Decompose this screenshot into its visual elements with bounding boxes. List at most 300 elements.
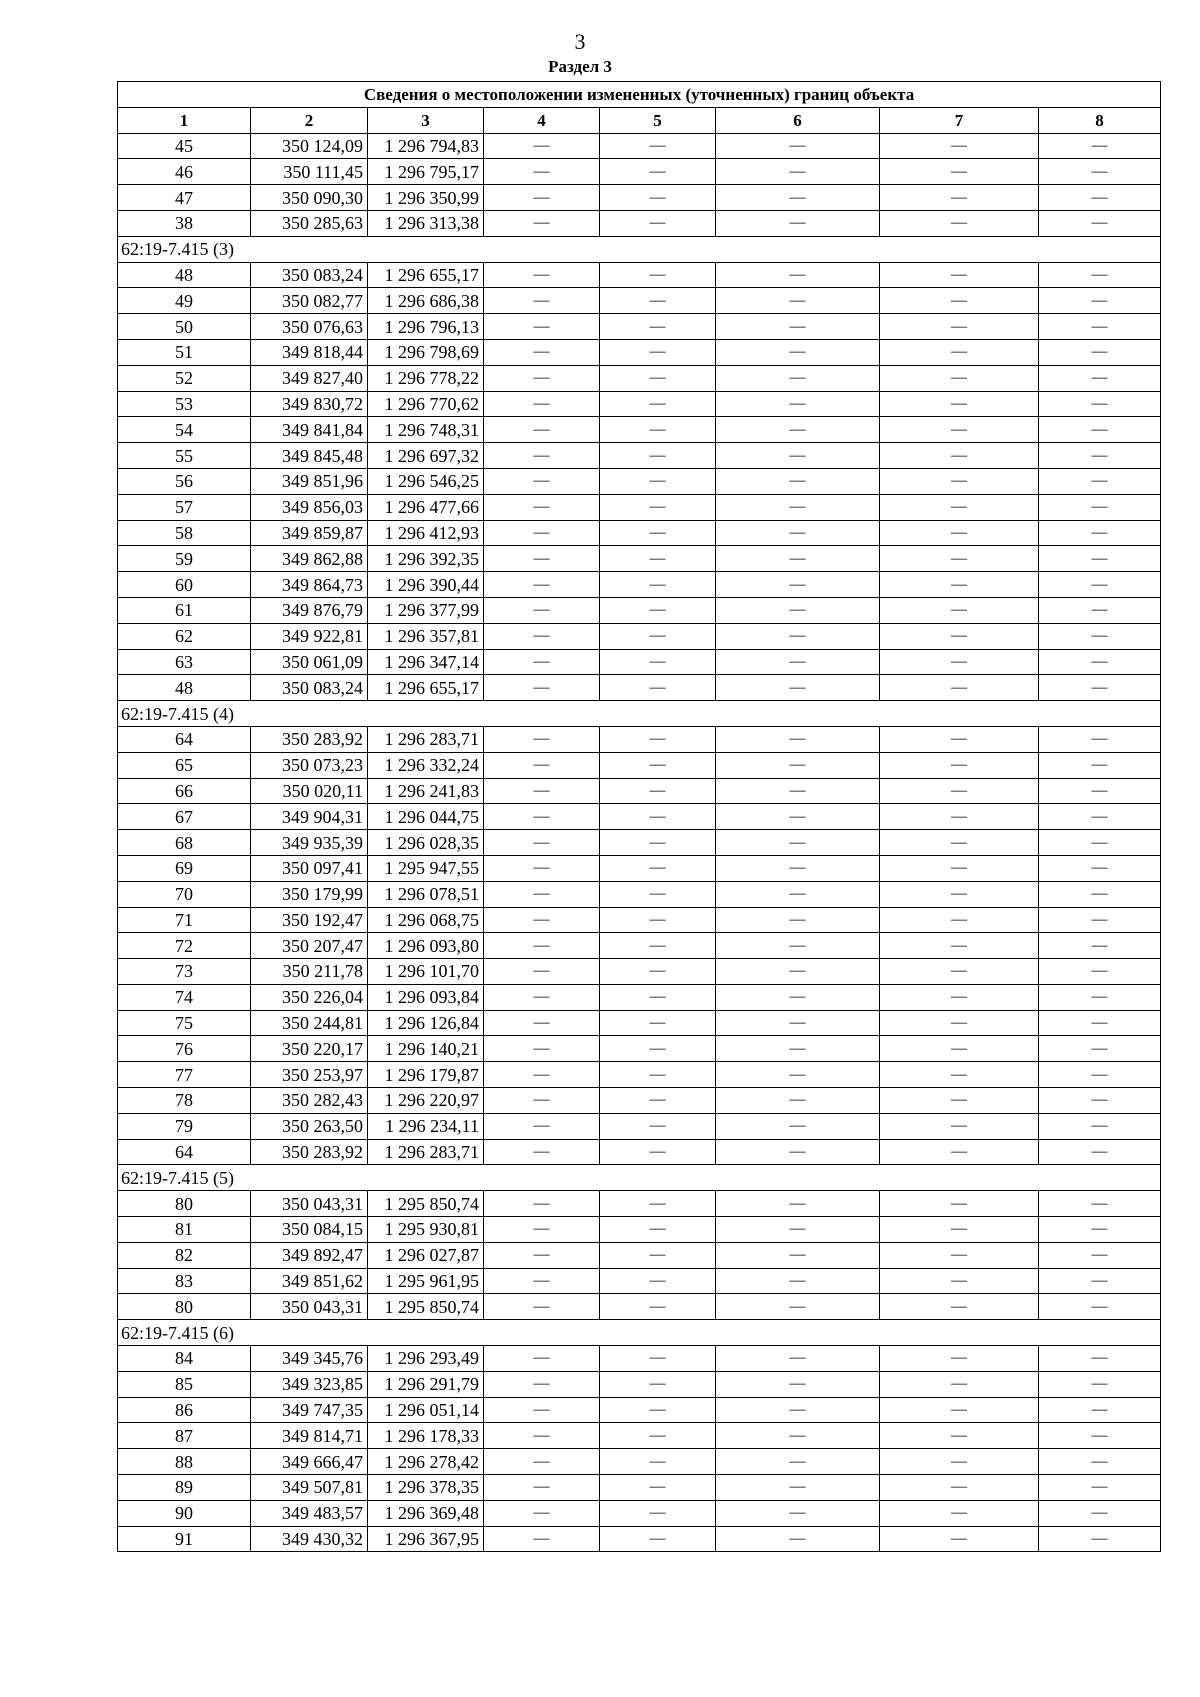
empty-value-cell: — bbox=[600, 984, 716, 1010]
empty-value-cell: — bbox=[880, 288, 1039, 314]
x-coordinate-cell: 350 043,31 bbox=[251, 1294, 368, 1320]
x-coordinate-cell: 349 935,39 bbox=[251, 830, 368, 856]
empty-value-cell: — bbox=[484, 1475, 600, 1501]
empty-value-cell: — bbox=[716, 185, 880, 211]
point-number-cell: 91 bbox=[118, 1526, 251, 1552]
point-number-cell: 58 bbox=[118, 520, 251, 546]
empty-value-cell: — bbox=[1039, 1268, 1161, 1294]
y-coordinate-cell: 1 296 101,70 bbox=[368, 959, 484, 985]
empty-value-cell: — bbox=[484, 210, 600, 236]
table-row bbox=[118, 984, 1161, 1010]
empty-value-cell: — bbox=[484, 133, 600, 159]
empty-value-cell: — bbox=[1039, 804, 1161, 830]
empty-value-cell: — bbox=[484, 597, 600, 623]
empty-value-cell: — bbox=[1039, 1062, 1161, 1088]
column-header: 8 bbox=[1039, 107, 1161, 133]
empty-value-cell: — bbox=[1039, 1242, 1161, 1268]
empty-value-cell: — bbox=[716, 1088, 880, 1114]
empty-value-cell: — bbox=[484, 959, 600, 985]
empty-value-cell: — bbox=[484, 417, 600, 443]
empty-value-cell: — bbox=[1039, 159, 1161, 185]
empty-value-cell: — bbox=[716, 288, 880, 314]
empty-value-cell: — bbox=[716, 1010, 880, 1036]
empty-value-cell: — bbox=[880, 1036, 1039, 1062]
y-coordinate-cell: 1 296 686,38 bbox=[368, 288, 484, 314]
table-row bbox=[118, 572, 1161, 598]
empty-value-cell: — bbox=[600, 210, 716, 236]
y-coordinate-cell: 1 296 278,42 bbox=[368, 1449, 484, 1475]
empty-value-cell: — bbox=[484, 391, 600, 417]
y-coordinate-cell: 1 296 770,62 bbox=[368, 391, 484, 417]
table-row bbox=[118, 778, 1161, 804]
empty-value-cell: — bbox=[880, 959, 1039, 985]
point-number-cell: 82 bbox=[118, 1242, 251, 1268]
empty-value-cell: — bbox=[716, 1268, 880, 1294]
empty-value-cell: — bbox=[1039, 1036, 1161, 1062]
empty-value-cell: — bbox=[484, 1191, 600, 1217]
empty-value-cell: — bbox=[880, 726, 1039, 752]
table-row bbox=[118, 159, 1161, 185]
point-number-cell: 62 bbox=[118, 623, 251, 649]
empty-value-cell: — bbox=[600, 572, 716, 598]
empty-value-cell: — bbox=[1039, 1423, 1161, 1449]
empty-value-cell: — bbox=[716, 830, 880, 856]
point-number-cell: 61 bbox=[118, 597, 251, 623]
empty-value-cell: — bbox=[600, 443, 716, 469]
empty-value-cell: — bbox=[880, 1242, 1039, 1268]
point-number-cell: 52 bbox=[118, 365, 251, 391]
empty-value-cell: — bbox=[600, 959, 716, 985]
column-header: 3 bbox=[368, 107, 484, 133]
table-row bbox=[118, 468, 1161, 494]
empty-value-cell: — bbox=[600, 417, 716, 443]
empty-value-cell: — bbox=[484, 443, 600, 469]
empty-value-cell: — bbox=[880, 752, 1039, 778]
group-row bbox=[118, 1165, 1161, 1191]
point-number-cell: 73 bbox=[118, 959, 251, 985]
table-row bbox=[118, 907, 1161, 933]
empty-value-cell: — bbox=[1039, 391, 1161, 417]
x-coordinate-cell: 350 090,30 bbox=[251, 185, 368, 211]
point-number-cell: 38 bbox=[118, 210, 251, 236]
empty-value-cell: — bbox=[484, 1113, 600, 1139]
table-row bbox=[118, 597, 1161, 623]
empty-value-cell: — bbox=[484, 623, 600, 649]
empty-value-cell: — bbox=[880, 185, 1039, 211]
y-coordinate-cell: 1 296 390,44 bbox=[368, 572, 484, 598]
empty-value-cell: — bbox=[880, 262, 1039, 288]
empty-value-cell: — bbox=[484, 494, 600, 520]
empty-value-cell: — bbox=[716, 365, 880, 391]
y-coordinate-cell: 1 296 697,32 bbox=[368, 443, 484, 469]
group-label: 62:19-7.415 (4) bbox=[118, 701, 1161, 727]
empty-value-cell: — bbox=[600, 391, 716, 417]
table-row bbox=[118, 804, 1161, 830]
empty-value-cell: — bbox=[600, 314, 716, 340]
empty-value-cell: — bbox=[716, 881, 880, 907]
point-number-cell: 59 bbox=[118, 546, 251, 572]
empty-value-cell: — bbox=[716, 1397, 880, 1423]
empty-value-cell: — bbox=[716, 1423, 880, 1449]
empty-value-cell: — bbox=[600, 1062, 716, 1088]
table-row bbox=[118, 1423, 1161, 1449]
y-coordinate-cell: 1 296 241,83 bbox=[368, 778, 484, 804]
empty-value-cell: — bbox=[484, 159, 600, 185]
empty-value-cell: — bbox=[880, 546, 1039, 572]
y-coordinate-cell: 1 296 093,80 bbox=[368, 933, 484, 959]
section-title: Раздел 3 bbox=[548, 57, 612, 76]
point-number-cell: 60 bbox=[118, 572, 251, 598]
empty-value-cell: — bbox=[484, 1062, 600, 1088]
y-coordinate-cell: 1 296 220,97 bbox=[368, 1088, 484, 1114]
empty-value-cell: — bbox=[880, 1500, 1039, 1526]
empty-value-cell: — bbox=[600, 1113, 716, 1139]
y-coordinate-cell: 1 296 347,14 bbox=[368, 649, 484, 675]
x-coordinate-cell: 350 076,63 bbox=[251, 314, 368, 340]
empty-value-cell: — bbox=[880, 520, 1039, 546]
empty-value-cell: — bbox=[484, 1242, 600, 1268]
y-coordinate-cell: 1 296 794,83 bbox=[368, 133, 484, 159]
x-coordinate-cell: 350 111,45 bbox=[251, 159, 368, 185]
table-row bbox=[118, 1062, 1161, 1088]
empty-value-cell: — bbox=[716, 1036, 880, 1062]
point-number-cell: 50 bbox=[118, 314, 251, 340]
empty-value-cell: — bbox=[716, 649, 880, 675]
empty-value-cell: — bbox=[716, 494, 880, 520]
point-number-cell: 48 bbox=[118, 675, 251, 701]
empty-value-cell: — bbox=[880, 1268, 1039, 1294]
table-row bbox=[118, 933, 1161, 959]
empty-value-cell: — bbox=[716, 159, 880, 185]
empty-value-cell: — bbox=[880, 365, 1039, 391]
y-coordinate-cell: 1 296 140,21 bbox=[368, 1036, 484, 1062]
y-coordinate-cell: 1 296 655,17 bbox=[368, 262, 484, 288]
table-row bbox=[118, 1139, 1161, 1165]
empty-value-cell: — bbox=[716, 907, 880, 933]
x-coordinate-cell: 349 507,81 bbox=[251, 1475, 368, 1501]
empty-value-cell: — bbox=[1039, 1371, 1161, 1397]
empty-value-cell: — bbox=[600, 830, 716, 856]
empty-value-cell: — bbox=[1039, 1346, 1161, 1372]
empty-value-cell: — bbox=[716, 1217, 880, 1243]
empty-value-cell: — bbox=[484, 572, 600, 598]
empty-value-cell: — bbox=[600, 597, 716, 623]
point-number-cell: 70 bbox=[118, 881, 251, 907]
point-number-cell: 72 bbox=[118, 933, 251, 959]
table-row bbox=[118, 133, 1161, 159]
empty-value-cell: — bbox=[716, 675, 880, 701]
empty-value-cell: — bbox=[600, 804, 716, 830]
empty-value-cell: — bbox=[1039, 339, 1161, 365]
y-coordinate-cell: 1 296 178,33 bbox=[368, 1423, 484, 1449]
x-coordinate-cell: 350 124,09 bbox=[251, 133, 368, 159]
table-row bbox=[118, 546, 1161, 572]
x-coordinate-cell: 349 856,03 bbox=[251, 494, 368, 520]
empty-value-cell: — bbox=[600, 1475, 716, 1501]
empty-value-cell: — bbox=[880, 1294, 1039, 1320]
point-number-cell: 74 bbox=[118, 984, 251, 1010]
empty-value-cell: — bbox=[880, 1191, 1039, 1217]
empty-value-cell: — bbox=[484, 262, 600, 288]
x-coordinate-cell: 349 747,35 bbox=[251, 1397, 368, 1423]
empty-value-cell: — bbox=[484, 855, 600, 881]
y-coordinate-cell: 1 296 795,17 bbox=[368, 159, 484, 185]
empty-value-cell: — bbox=[716, 804, 880, 830]
empty-value-cell: — bbox=[600, 159, 716, 185]
empty-value-cell: — bbox=[716, 726, 880, 752]
empty-value-cell: — bbox=[600, 1526, 716, 1552]
point-number-cell: 53 bbox=[118, 391, 251, 417]
empty-value-cell: — bbox=[1039, 1217, 1161, 1243]
x-coordinate-cell: 350 253,97 bbox=[251, 1062, 368, 1088]
empty-value-cell: — bbox=[600, 675, 716, 701]
empty-value-cell: — bbox=[484, 830, 600, 856]
empty-value-cell: — bbox=[1039, 288, 1161, 314]
empty-value-cell: — bbox=[484, 933, 600, 959]
empty-value-cell: — bbox=[716, 520, 880, 546]
x-coordinate-cell: 349 851,96 bbox=[251, 468, 368, 494]
empty-value-cell: — bbox=[880, 417, 1039, 443]
table-row bbox=[118, 520, 1161, 546]
table-row bbox=[118, 1268, 1161, 1294]
point-number-cell: 75 bbox=[118, 1010, 251, 1036]
table-row bbox=[118, 1397, 1161, 1423]
empty-value-cell: — bbox=[600, 623, 716, 649]
empty-value-cell: — bbox=[716, 210, 880, 236]
group-label: 62:19-7.415 (3) bbox=[118, 236, 1161, 262]
empty-value-cell: — bbox=[716, 417, 880, 443]
empty-value-cell: — bbox=[716, 339, 880, 365]
table-row bbox=[118, 339, 1161, 365]
x-coordinate-cell: 350 179,99 bbox=[251, 881, 368, 907]
empty-value-cell: — bbox=[880, 159, 1039, 185]
empty-value-cell: — bbox=[600, 1346, 716, 1372]
empty-value-cell: — bbox=[600, 933, 716, 959]
point-number-cell: 88 bbox=[118, 1449, 251, 1475]
table-row bbox=[118, 881, 1161, 907]
empty-value-cell: — bbox=[600, 546, 716, 572]
point-number-cell: 67 bbox=[118, 804, 251, 830]
group-row bbox=[118, 701, 1161, 727]
empty-value-cell: — bbox=[716, 391, 880, 417]
x-coordinate-cell: 349 827,40 bbox=[251, 365, 368, 391]
x-coordinate-cell: 350 211,78 bbox=[251, 959, 368, 985]
empty-value-cell: — bbox=[880, 1449, 1039, 1475]
empty-value-cell: — bbox=[1039, 1010, 1161, 1036]
empty-value-cell: — bbox=[484, 1268, 600, 1294]
empty-value-cell: — bbox=[600, 1088, 716, 1114]
empty-value-cell: — bbox=[600, 1268, 716, 1294]
y-coordinate-cell: 1 296 332,24 bbox=[368, 752, 484, 778]
x-coordinate-cell: 350 084,15 bbox=[251, 1217, 368, 1243]
point-number-cell: 78 bbox=[118, 1088, 251, 1114]
x-coordinate-cell: 350 207,47 bbox=[251, 933, 368, 959]
point-number-cell: 80 bbox=[118, 1191, 251, 1217]
y-coordinate-cell: 1 296 068,75 bbox=[368, 907, 484, 933]
empty-value-cell: — bbox=[716, 984, 880, 1010]
empty-value-cell: — bbox=[880, 1139, 1039, 1165]
empty-value-cell: — bbox=[484, 1294, 600, 1320]
empty-value-cell: — bbox=[484, 1500, 600, 1526]
point-number-cell: 81 bbox=[118, 1217, 251, 1243]
point-number-cell: 45 bbox=[118, 133, 251, 159]
y-coordinate-cell: 1 295 947,55 bbox=[368, 855, 484, 881]
empty-value-cell: — bbox=[600, 1397, 716, 1423]
empty-value-cell: — bbox=[484, 1217, 600, 1243]
empty-value-cell: — bbox=[716, 1500, 880, 1526]
empty-value-cell: — bbox=[600, 1139, 716, 1165]
empty-value-cell: — bbox=[880, 933, 1039, 959]
empty-value-cell: — bbox=[1039, 185, 1161, 211]
empty-value-cell: — bbox=[600, 133, 716, 159]
y-coordinate-cell: 1 296 798,69 bbox=[368, 339, 484, 365]
empty-value-cell: — bbox=[1039, 494, 1161, 520]
empty-value-cell: — bbox=[880, 1423, 1039, 1449]
table-row bbox=[118, 314, 1161, 340]
x-coordinate-cell: 350 082,77 bbox=[251, 288, 368, 314]
empty-value-cell: — bbox=[600, 855, 716, 881]
empty-value-cell: — bbox=[484, 752, 600, 778]
empty-value-cell: — bbox=[600, 778, 716, 804]
empty-value-cell: — bbox=[484, 1346, 600, 1372]
empty-value-cell: — bbox=[600, 1449, 716, 1475]
table-row bbox=[118, 1371, 1161, 1397]
group-label: 62:19-7.415 (6) bbox=[118, 1320, 1161, 1346]
table-caption: Сведения о местоположении измененных (уточненных) границ объекта bbox=[118, 82, 1161, 108]
group-row bbox=[118, 236, 1161, 262]
empty-value-cell: — bbox=[1039, 778, 1161, 804]
empty-value-cell: — bbox=[716, 314, 880, 340]
empty-value-cell: — bbox=[880, 494, 1039, 520]
empty-value-cell: — bbox=[1039, 830, 1161, 856]
empty-value-cell: — bbox=[600, 1217, 716, 1243]
y-coordinate-cell: 1 296 778,22 bbox=[368, 365, 484, 391]
y-coordinate-cell: 1 296 350,99 bbox=[368, 185, 484, 211]
table-row bbox=[118, 1294, 1161, 1320]
empty-value-cell: — bbox=[880, 314, 1039, 340]
x-coordinate-cell: 350 020,11 bbox=[251, 778, 368, 804]
point-number-cell: 56 bbox=[118, 468, 251, 494]
empty-value-cell: — bbox=[716, 1475, 880, 1501]
table-row bbox=[118, 959, 1161, 985]
empty-value-cell: — bbox=[880, 1346, 1039, 1372]
empty-value-cell: — bbox=[880, 649, 1039, 675]
x-coordinate-cell: 350 244,81 bbox=[251, 1010, 368, 1036]
table-row bbox=[118, 210, 1161, 236]
boundary-coordinates-table bbox=[117, 81, 1161, 1552]
table-row bbox=[118, 1500, 1161, 1526]
table-row bbox=[118, 417, 1161, 443]
x-coordinate-cell: 350 220,17 bbox=[251, 1036, 368, 1062]
empty-value-cell: — bbox=[484, 468, 600, 494]
y-coordinate-cell: 1 296 051,14 bbox=[368, 1397, 484, 1423]
y-coordinate-cell: 1 295 850,74 bbox=[368, 1294, 484, 1320]
y-coordinate-cell: 1 296 028,35 bbox=[368, 830, 484, 856]
empty-value-cell: — bbox=[484, 365, 600, 391]
empty-value-cell: — bbox=[716, 1062, 880, 1088]
column-header: 2 bbox=[251, 107, 368, 133]
point-number-cell: 87 bbox=[118, 1423, 251, 1449]
empty-value-cell: — bbox=[716, 1449, 880, 1475]
y-coordinate-cell: 1 296 546,25 bbox=[368, 468, 484, 494]
empty-value-cell: — bbox=[880, 1217, 1039, 1243]
y-coordinate-cell: 1 296 378,35 bbox=[368, 1475, 484, 1501]
empty-value-cell: — bbox=[484, 984, 600, 1010]
empty-value-cell: — bbox=[1039, 1191, 1161, 1217]
empty-value-cell: — bbox=[484, 1010, 600, 1036]
x-coordinate-cell: 350 226,04 bbox=[251, 984, 368, 1010]
empty-value-cell: — bbox=[716, 778, 880, 804]
empty-value-cell: — bbox=[1039, 546, 1161, 572]
point-number-cell: 64 bbox=[118, 1139, 251, 1165]
y-coordinate-cell: 1 295 930,81 bbox=[368, 1217, 484, 1243]
x-coordinate-cell: 350 283,92 bbox=[251, 726, 368, 752]
empty-value-cell: — bbox=[484, 546, 600, 572]
table-row bbox=[118, 623, 1161, 649]
empty-value-cell: — bbox=[600, 881, 716, 907]
empty-value-cell: — bbox=[880, 1397, 1039, 1423]
empty-value-cell: — bbox=[716, 933, 880, 959]
point-number-cell: 84 bbox=[118, 1346, 251, 1372]
empty-value-cell: — bbox=[484, 314, 600, 340]
point-number-cell: 77 bbox=[118, 1062, 251, 1088]
empty-value-cell: — bbox=[716, 959, 880, 985]
x-coordinate-cell: 350 282,43 bbox=[251, 1088, 368, 1114]
table-row bbox=[118, 1449, 1161, 1475]
table-row bbox=[118, 1113, 1161, 1139]
point-number-cell: 86 bbox=[118, 1397, 251, 1423]
empty-value-cell: — bbox=[484, 1088, 600, 1114]
empty-value-cell: — bbox=[484, 288, 600, 314]
y-coordinate-cell: 1 296 078,51 bbox=[368, 881, 484, 907]
table-row bbox=[118, 1088, 1161, 1114]
point-number-cell: 68 bbox=[118, 830, 251, 856]
point-number-cell: 63 bbox=[118, 649, 251, 675]
point-number-cell: 90 bbox=[118, 1500, 251, 1526]
empty-value-cell: — bbox=[1039, 365, 1161, 391]
y-coordinate-cell: 1 296 367,95 bbox=[368, 1526, 484, 1552]
table-row bbox=[118, 365, 1161, 391]
x-coordinate-cell: 350 043,31 bbox=[251, 1191, 368, 1217]
empty-value-cell: — bbox=[1039, 1088, 1161, 1114]
empty-value-cell: — bbox=[600, 1242, 716, 1268]
x-coordinate-cell: 350 192,47 bbox=[251, 907, 368, 933]
empty-value-cell: — bbox=[600, 288, 716, 314]
empty-value-cell: — bbox=[880, 855, 1039, 881]
empty-value-cell: — bbox=[716, 1294, 880, 1320]
y-coordinate-cell: 1 296 796,13 bbox=[368, 314, 484, 340]
x-coordinate-cell: 350 097,41 bbox=[251, 855, 368, 881]
empty-value-cell: — bbox=[880, 778, 1039, 804]
table-row bbox=[118, 1191, 1161, 1217]
empty-value-cell: — bbox=[1039, 133, 1161, 159]
empty-value-cell: — bbox=[484, 1423, 600, 1449]
empty-value-cell: — bbox=[600, 726, 716, 752]
table-row bbox=[118, 1010, 1161, 1036]
table-row bbox=[118, 391, 1161, 417]
empty-value-cell: — bbox=[880, 984, 1039, 1010]
y-coordinate-cell: 1 296 477,66 bbox=[368, 494, 484, 520]
empty-value-cell: — bbox=[716, 597, 880, 623]
point-number-cell: 71 bbox=[118, 907, 251, 933]
y-coordinate-cell: 1 296 291,79 bbox=[368, 1371, 484, 1397]
x-coordinate-cell: 349 830,72 bbox=[251, 391, 368, 417]
point-number-cell: 48 bbox=[118, 262, 251, 288]
empty-value-cell: — bbox=[600, 185, 716, 211]
empty-value-cell: — bbox=[1039, 984, 1161, 1010]
y-coordinate-cell: 1 296 412,93 bbox=[368, 520, 484, 546]
empty-value-cell: — bbox=[1039, 623, 1161, 649]
